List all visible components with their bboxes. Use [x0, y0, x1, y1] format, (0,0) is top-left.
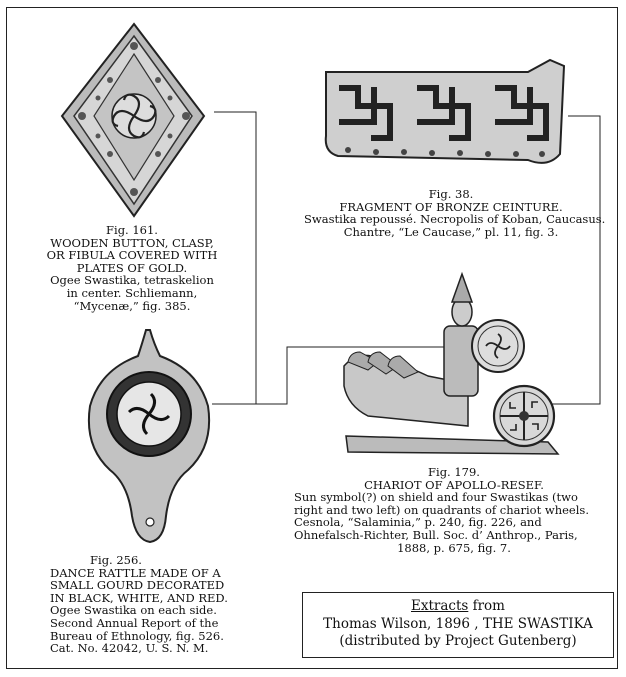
fig256-caption-line: DANCE RATTLE MADE OF A — [50, 565, 221, 580]
fig256-caption-line: SMALL GOURD DECORATED — [50, 578, 225, 593]
dance-rattle-illustration — [80, 326, 220, 548]
fig161-caption-line: PLATES OF GOLD. — [76, 260, 188, 275]
fig179-caption-line: 1888, p. 675, fig. 7. — [397, 540, 511, 555]
fig161-caption-line: Ogee Swastika, tetraskelion — [50, 273, 214, 288]
credit-box — [302, 592, 614, 658]
credit-line-1 — [303, 598, 613, 616]
clasp-illustration — [54, 20, 214, 220]
credit-from: from — [472, 598, 505, 614]
fig38-caption-line: Swastika repoussé. Necropolis of Koban, Caucasus. — [304, 212, 606, 227]
fig161-caption-line: “Mycenæ,” fig. 385. — [73, 298, 191, 313]
fig161-caption-line: OR FIBULA COVERED WITH — [46, 248, 218, 263]
fig256-caption — [50, 554, 260, 655]
bronze-belt-illustration — [318, 56, 568, 176]
fig179-caption — [294, 466, 614, 554]
fig38-caption-line: Fig. 38. — [428, 187, 474, 201]
fig179-caption-title: CHARIOT OF APOLLO-RESEF. — [364, 477, 544, 492]
fig179-caption-line: Cesnola, “Salaminia,” p. 240, fig. 226, and — [294, 515, 542, 530]
fig179-caption-line: right and two left) on quadrants of chariot wheels. — [294, 502, 589, 517]
fig256-caption-line: IN BLACK, WHITE, AND RED. — [50, 590, 228, 605]
credit-line-2: Thomas Wilson, 1896 , THE SWASTIKA — [323, 615, 593, 632]
fig38-caption-line: FRAGMENT OF BRONZE CEINTURE. — [339, 199, 563, 214]
fig161-caption — [42, 224, 222, 312]
credit-line-3: (distributed by Project Gutenberg) — [339, 633, 577, 649]
fig161-caption-line: WOODEN BUTTON, CLASP, — [50, 235, 214, 250]
fig256-caption-line: Second Annual Report of the — [50, 615, 219, 630]
fig161-caption-line: in center. Schliemann, — [66, 285, 198, 300]
fig256-caption-line: Cat. No. 42042, U. S. N. M. — [50, 641, 209, 656]
credit-extracts: Extracts — [411, 598, 469, 614]
fig38-caption-line: Chantre, “Le Caucase,” pl. 11, fig. 3. — [343, 224, 559, 239]
fig179-caption-title: Fig. 179. — [428, 465, 480, 479]
fig161-caption-line: Fig. 161. — [106, 223, 158, 237]
fig256-caption-line: Ogee Swastika on each side. — [50, 603, 217, 618]
fig179-caption-line: Sun symbol(?) on shield and four Swastikas (two — [294, 490, 578, 505]
fig256-caption-line: Bureau of Ethnology, fig. 526. — [50, 628, 224, 643]
fig179-caption-line: Ohnefalsch-Richter, Bull. Soc. d’ Anthrop., Paris, — [294, 527, 578, 542]
fig38-caption — [304, 187, 606, 239]
fig256-caption-title: Fig. 256. — [90, 553, 142, 567]
chariot-illustration — [338, 266, 568, 466]
